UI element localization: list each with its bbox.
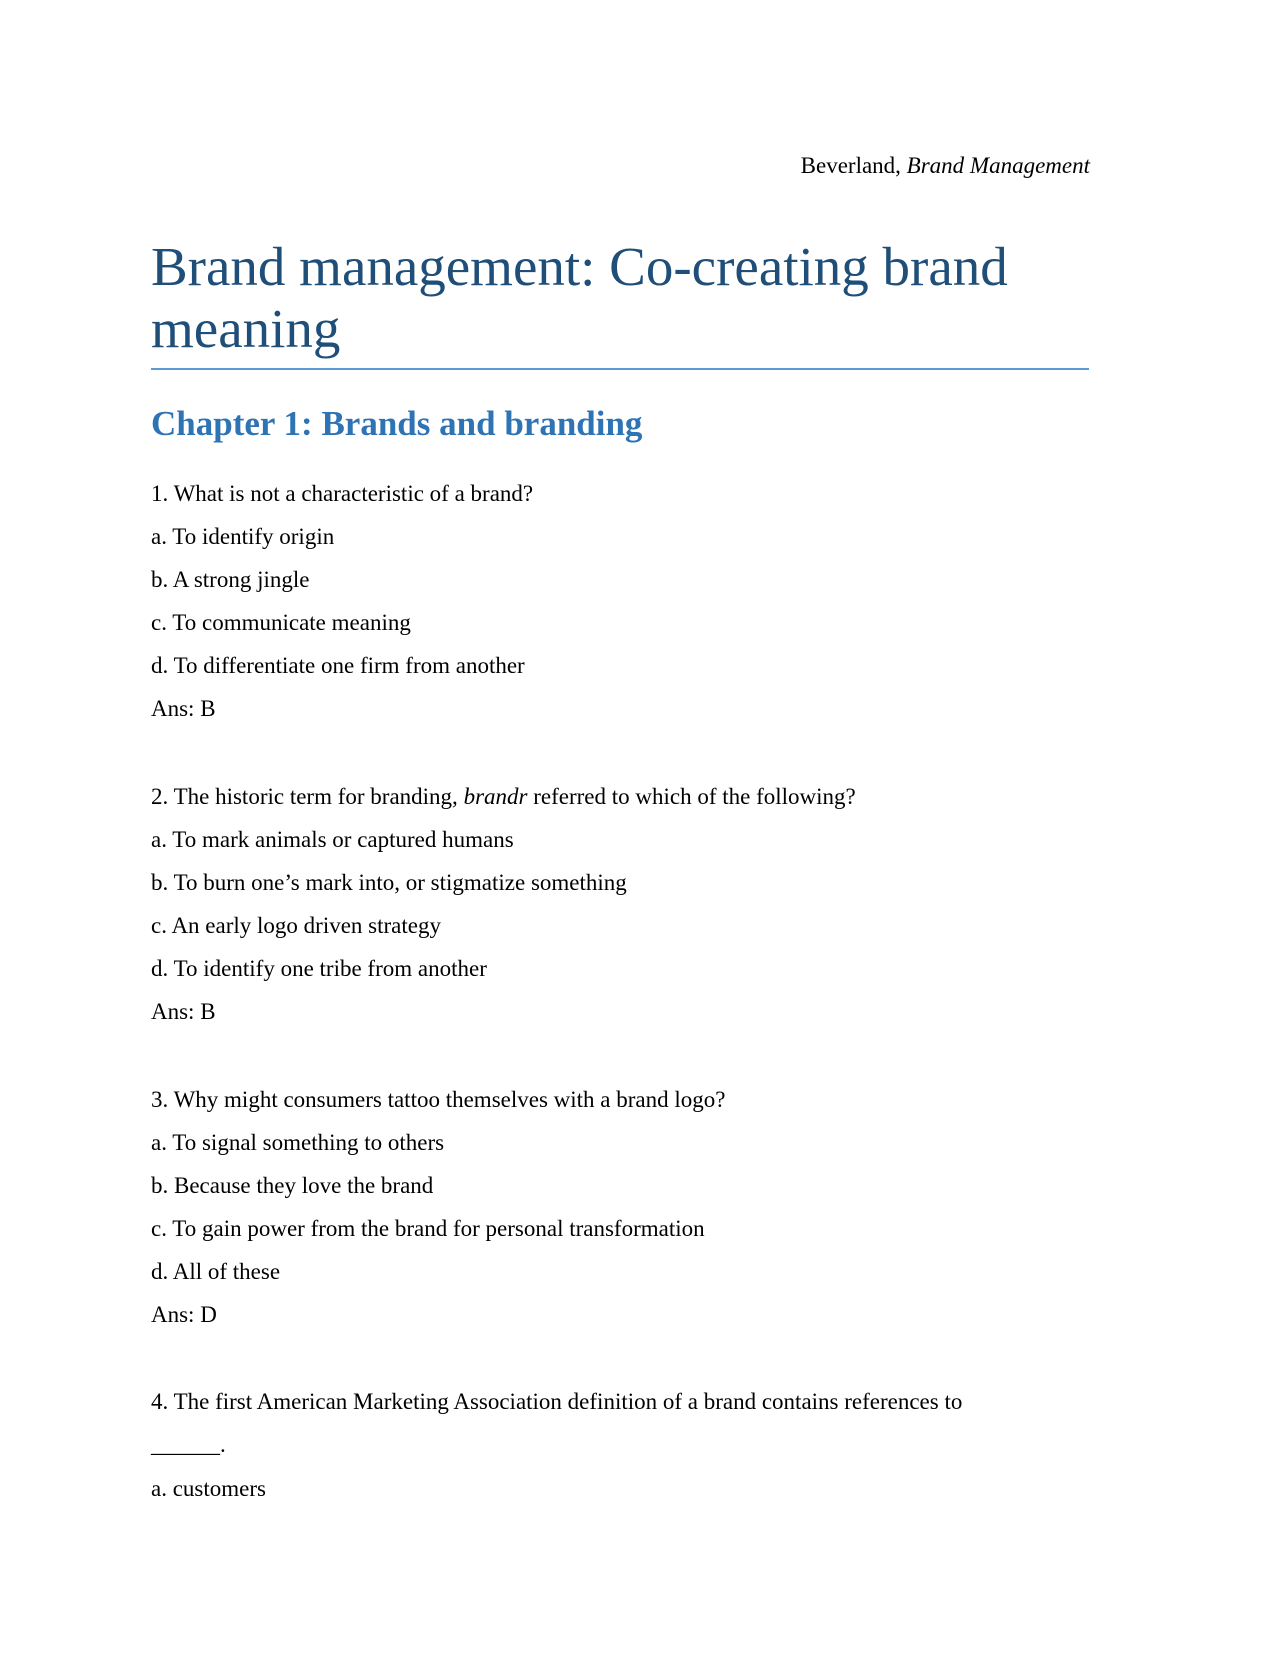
question-2-option-b: b. To burn one’s mark into, or stigmatize something (151, 870, 627, 895)
question-1-option-a: a. To identify origin (151, 524, 335, 549)
question-2-stem-end: referred to which of the following? (527, 784, 856, 809)
question-1-option-c: c. To communicate meaning (151, 610, 411, 635)
question-2-stem-term: brandr (463, 784, 528, 809)
question-3-option-c: c. To gain power from the brand for personal transformation (151, 1216, 705, 1241)
question-3-option-d: d. All of these (151, 1259, 281, 1284)
question-1-option-d: d. To differentiate one firm from another (151, 653, 525, 678)
title-underline-divider (151, 368, 1089, 370)
question-3 (151, 1078, 1081, 1336)
question-4-stem: 4. The first American Marketing Association definition of a brand contains references to (151, 1389, 963, 1414)
question-3-answer: Ans: D (151, 1302, 217, 1327)
question-3-option-b: b. Because they love the brand (151, 1173, 434, 1198)
question-2 (151, 775, 1081, 1033)
header-author: Beverland, (800, 153, 907, 178)
question-2-answer: Ans: B (151, 999, 216, 1024)
question-4 (151, 1380, 1081, 1510)
question-2-stem (151, 775, 1081, 818)
question-1 (151, 472, 1081, 730)
header-book-title: Brand Management (906, 153, 1090, 178)
question-1-answer: Ans: B (151, 696, 216, 721)
question-2-option-d: d. To identify one tribe from another (151, 956, 487, 981)
question-2-option-c: c. An early logo driven strategy (151, 913, 441, 938)
question-1-option-b: b. A strong jingle (151, 567, 310, 592)
question-4-option-a: a. customers (151, 1476, 266, 1501)
running-header (801, 150, 1090, 182)
question-3-stem: 3. Why might consumers tattoo themselves with a brand logo? (151, 1087, 726, 1112)
question-1-stem: 1. What is not a characteristic of a brand? (151, 481, 534, 506)
question-3-option-a: a. To signal something to others (151, 1130, 445, 1155)
chapter-heading: Chapter 1: Brands and branding (151, 404, 643, 443)
question-2-option-a: a. To mark animals or captured humans (151, 827, 514, 852)
question-2-stem-start: 2. The historic term for branding, (151, 784, 464, 809)
document-title: Brand management: Co-creating brand meaning (151, 236, 1008, 359)
question-4-blank: ______. (151, 1432, 226, 1457)
